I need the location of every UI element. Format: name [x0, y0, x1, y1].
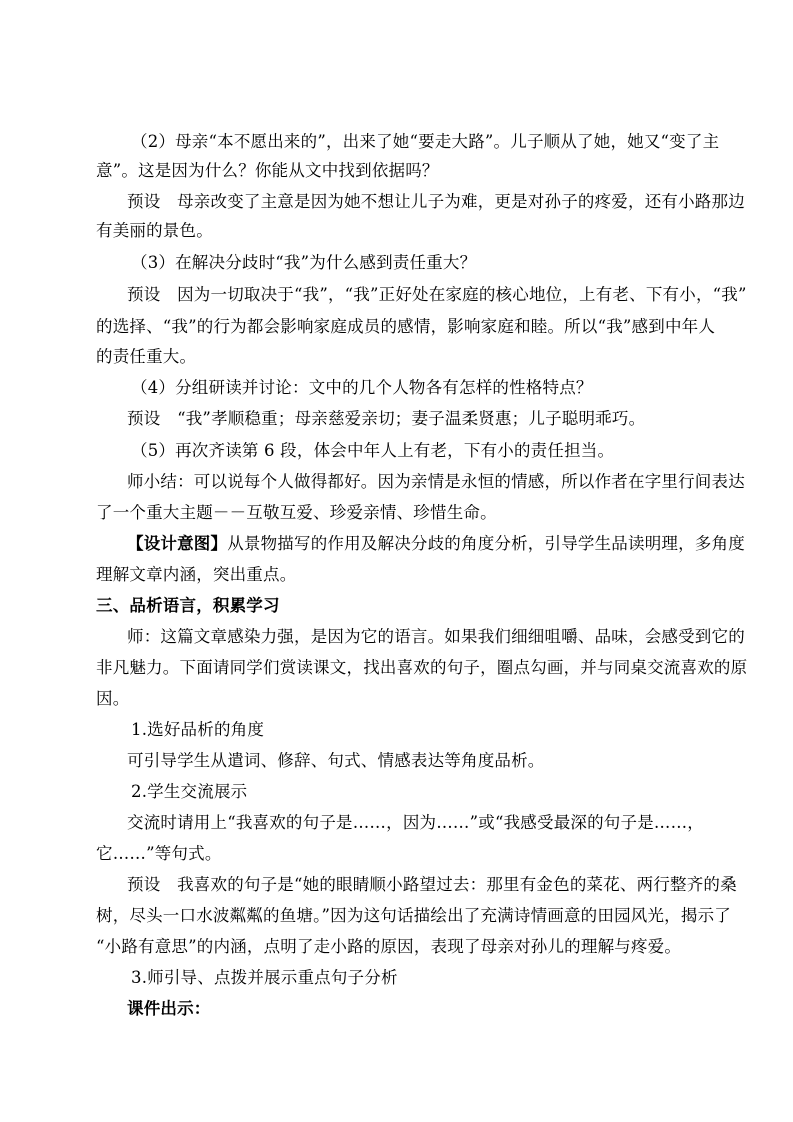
subheading: 3.师引导、点拨并展示重点句子分析 [131, 968, 398, 987]
design-intent-text: 从景物描写的作用及解决分歧的角度分析，引导学生品读明理，多角度 [227, 534, 745, 553]
text-line: 有美丽的景色。 [96, 221, 213, 240]
text-line: 交流时请用上“我喜欢的句子是……，因为……”或“我感受最深的句子是……， [127, 813, 705, 832]
text-line: 树，尽头一口水波粼粼的鱼塘。”因为这句话描绘出了充满诗情画意的田园风光，揭示了 [96, 906, 731, 925]
text-line: 预设 我喜欢的句子是“她的眼睛顺小路望过去：那里有金色的菜花、两行整齐的桑 [127, 875, 737, 894]
section-heading: 三、品析语言，积累学习 [96, 596, 280, 615]
subheading: 2.学生交流展示 [131, 782, 248, 801]
design-intent-label: 【设计意图】 [127, 534, 228, 553]
text-line: （3）在解决分歧时“我”为什么感到责任重大？ [131, 253, 477, 272]
text-line: 预设 “我”孝顺稳重；母亲慈爱亲切；妻子温柔贤惠；儿子聪明乖巧。 [127, 409, 646, 428]
text-line: “小路有意思”的内涵，点明了走小路的原因，表现了母亲对孙儿的理解与疼爱。 [96, 937, 682, 956]
text-line: 可引导学生从遣词、修辞、句式、情感表达等角度品析。 [127, 751, 545, 770]
text-line: 它……”等句式。 [96, 844, 222, 863]
text-line: 师小结：可以说每个人做得都好。因为亲情是永恒的情感，所以作者在字里行间表达 [127, 472, 745, 491]
text-line: （4）分组研读并讨论：文中的几个人物各有怎样的性格特点？ [131, 378, 593, 397]
text-line: 预设 因为一切取决于“我”，“我”正好处在家庭的核心地位，上有老、下有小，“我” [127, 285, 747, 304]
text-line: 的责任重大。 [96, 347, 197, 366]
text-line: 因。 [96, 689, 130, 708]
text-line: 师：这篇文章感染力强，是因为它的语言。如果我们细细咀嚼、品味，会感受到它的 [127, 627, 745, 646]
text-line: 非凡魅力。下面请同学们赏读课文，找出喜欢的句子，圈点勾画，并与同桌交流喜欢的原 [96, 658, 748, 677]
text-line: 了一个重大主题－－互敬互爱、珍爱亲情、珍惜生命。 [96, 503, 497, 522]
text-line: 的选择、“我”的行为都会影响家庭成员的感情，影响家庭和睦。所以“我”感到中年人 [96, 317, 716, 336]
text-line: 意”。这是因为什么？你能从文中找到依据吗？ [96, 161, 439, 180]
text-line: （2）母亲“本不愿出来的”，出来了她“要走大路”。儿子顺从了她，她又“变了主 [131, 132, 720, 151]
text-line: （5）再次齐读第 6 段，体会中年人上有老，下有小的责任担当。 [131, 441, 615, 460]
text-line [127, 533, 757, 555]
text-line: 预设 母亲改变了主意是因为她不想让儿子为难，更是对孙子的疼爱，还有小路那边 [127, 192, 745, 211]
courseware-label: 课件出示： [127, 999, 211, 1018]
text-line: 理解文章内涵，突出重点。 [96, 565, 297, 584]
subheading: 1.选好品析的角度 [131, 720, 265, 739]
